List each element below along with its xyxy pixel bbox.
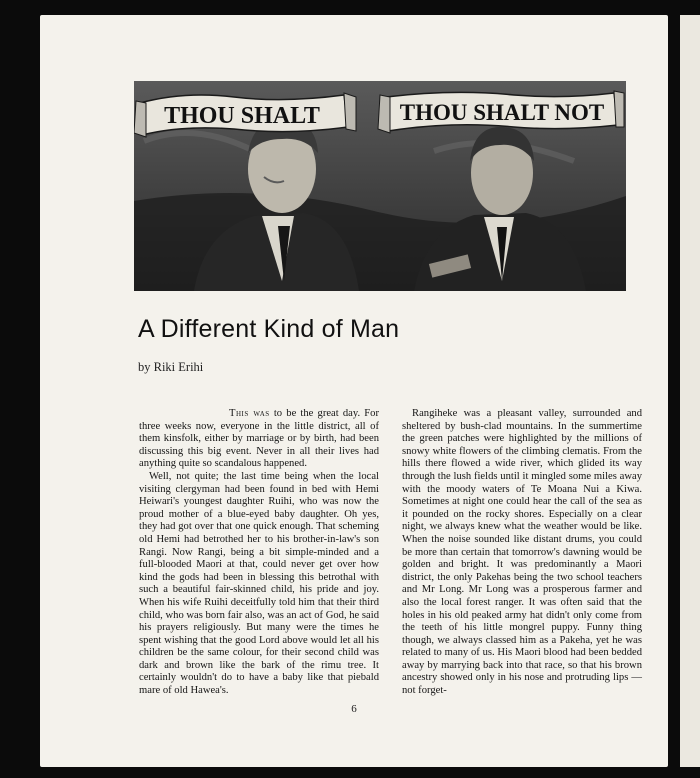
two-men-illustration: [134, 81, 626, 291]
right-scroll-text: THOU SHALT NOT: [399, 100, 605, 125]
text-column-right: [402, 408, 642, 698]
illustration-banner: [134, 81, 626, 291]
article-title: A Different Kind of Man: [138, 315, 400, 343]
paragraph: Rangiheke was a pleasant valley, surrounded and sheltered by bush-clad mountains. In the summertime the green patches were highlighted by the millions of snowy white flowers of the climbing clematis. From the hills there flowed a wide river, which glided its way through the lush fields until it mingled some miles away with the moody waters of Te Moana Nui a Kiwa. Sometimes at night one could hear the call of the sea as it pounded on the rocky shores. Especially on a clear night, we always knew what the weather would be like. When the noise sounded like distant drums, you could be more than certain that tomorrow's dawning would be golden and bright. It was predominantly a Maori district, the only Pakehas being the two school teachers and Mr Long. Mr Long was a prosperous farmer and also the local forest ranger. It was often said that the holes in his old peaked army hat didn't only come from the teeth of his little mongrel puppy. Funny thing though, we always classed him as a Pakeha, yet he was related to many of us. His Maori blood had been bedded away by marrying back into that race, so that his brown ancestry showed only in his nose and protruding lips — not forget-: [402, 408, 642, 697]
page-number: 6: [351, 703, 357, 715]
paragraph-text: to be the great day. For three weeks now, everyone in the little district, all of them kinsfolk, either by marriage or by birth, had been discussing this big event. Never in all their lives had anything quite so scandalous happened.: [139, 408, 379, 470]
article-byline: by Riki Erihi: [138, 360, 204, 374]
magazine-page: [40, 15, 668, 767]
text-column-left: [139, 408, 379, 698]
paragraph: [139, 408, 379, 471]
adjacent-page-edge: [680, 15, 700, 767]
paragraph: Well, not quite; the last time being when the local visiting clergyman had been found in bed with Hemi Heiwari's youngest daughter Ruihi, who was now the proud mother of a blue-eyed baby daughter. Oh yes, they had got over that one quick enough. That scheming old Hemi had betrothed her to his brother-in-law's son Rangi. Now Rangi, being a bit simple-minded and a full-blooded Maori at that, could never get over how kind the gods had been in blessing this betrothal with such a beautiful fair-skinned child, his pride and joy. When his wife Ruihi deceitfully told him that their third child, who was born fair also, was an act of God, he said his prayers religiously. But many were the times he spent wishing that the good Lord above would let all his children be the same colour, for their second child was dark and brown like the bark of the rimu tree. It certainly wouldn't do to have a baby like that piebald mare of old Hawea's.: [139, 470, 379, 697]
thou-shalt-scroll: [134, 93, 356, 137]
left-scroll-text: THOU SHALT: [164, 103, 320, 129]
opening-smallcaps: This was: [229, 408, 270, 419]
